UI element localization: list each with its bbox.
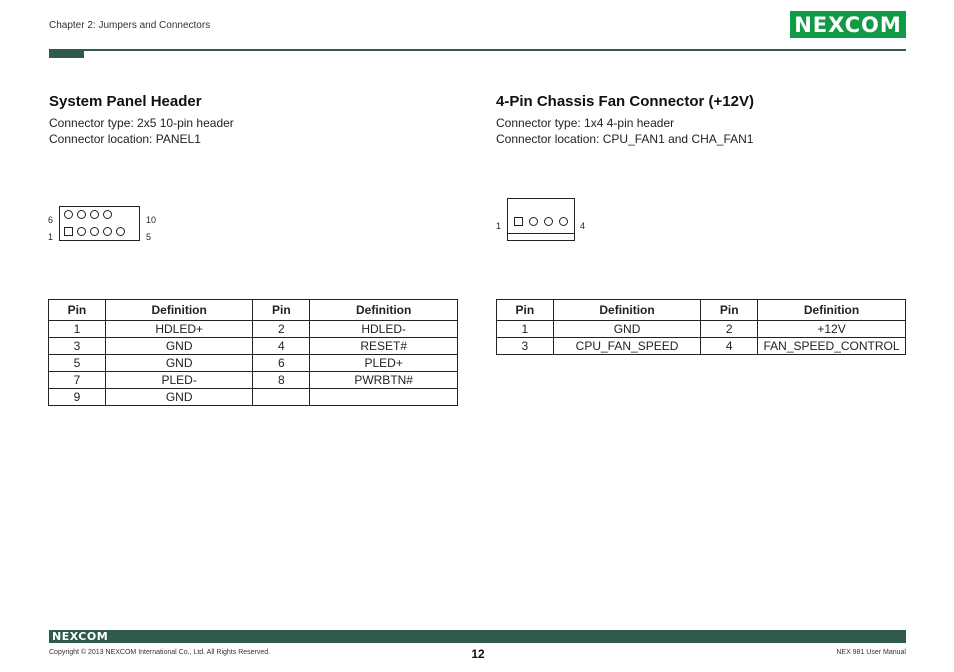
table-cell: HDLED+	[105, 321, 253, 338]
pin-6	[64, 210, 73, 219]
fan-pin-table	[496, 299, 906, 355]
nexcom-logo: NEXCOM	[790, 11, 906, 38]
table-cell: GND	[553, 321, 701, 338]
table-cell: PLED+	[310, 355, 458, 372]
fan-pin-label-1: 1	[496, 221, 502, 231]
panel-header-diagram	[59, 206, 140, 241]
pin-7	[77, 210, 86, 219]
table-cell: GND	[105, 338, 253, 355]
pin-8	[90, 210, 99, 219]
table-row	[49, 389, 458, 406]
manual-title: NEX 981 User Manual	[836, 649, 906, 656]
table-cell: PLED-	[105, 372, 253, 389]
table-header-cell: Pin	[497, 300, 554, 321]
pin-4	[103, 227, 112, 236]
panel-pin-label-6: 6	[48, 215, 54, 225]
table-cell: 7	[49, 372, 106, 389]
table-cell: 1	[49, 321, 106, 338]
table-row	[49, 321, 458, 338]
table-cell: 2	[253, 321, 310, 338]
table-cell: 1	[497, 321, 554, 338]
header-rule	[49, 49, 906, 51]
table-cell: 8	[253, 372, 310, 389]
fan-connector-title: 4-Pin Chassis Fan Connector (+12V)	[496, 93, 754, 110]
table-cell	[310, 389, 458, 406]
fan-connector-diagram	[507, 198, 575, 241]
table-header-row	[497, 300, 906, 321]
panel-pin-label-5: 5	[146, 232, 152, 242]
panel-header-top-row	[64, 210, 112, 219]
table-row	[49, 372, 458, 389]
footer-nexcom-logo: NEXCOM	[52, 630, 109, 643]
table-header-row	[49, 300, 458, 321]
table-cell: 4	[701, 338, 758, 355]
fan-connector-type: Connector type: 1x4 4-pin header	[496, 116, 675, 130]
footer-bar	[49, 630, 906, 643]
fan-pin-4	[559, 217, 568, 226]
copyright-text: Copyright © 2013 NEXCOM International Co., Ltd. All Rights Reserved.	[49, 649, 271, 656]
pin-3	[90, 227, 99, 236]
table-cell: PWRBTN#	[310, 372, 458, 389]
panel-pin-table	[48, 299, 458, 406]
panel-header-bottom-row	[64, 227, 125, 236]
table-header-cell: Definition	[758, 300, 906, 321]
panel-connector-location: Connector location: PANEL1	[49, 132, 201, 146]
table-cell: 5	[49, 355, 106, 372]
table-cell: GND	[105, 355, 253, 372]
fan-pin-2	[529, 217, 538, 226]
table-cell: FAN_SPEED_CONTROL	[758, 338, 906, 355]
fan-pin-1	[514, 217, 523, 226]
fan-connector-pin-row	[514, 217, 568, 226]
pin-2	[77, 227, 86, 236]
table-cell: 4	[253, 338, 310, 355]
table-cell: HDLED-	[310, 321, 458, 338]
table-header-cell: Pin	[49, 300, 106, 321]
table-cell: 9	[49, 389, 106, 406]
table-cell: RESET#	[310, 338, 458, 355]
footer-corner-square	[896, 637, 902, 643]
table-cell: GND	[105, 389, 253, 406]
page-number: 12	[471, 647, 485, 661]
table-row	[49, 338, 458, 355]
table-cell: 6	[253, 355, 310, 372]
table-cell: 2	[701, 321, 758, 338]
system-panel-header-title: System Panel Header	[49, 93, 202, 110]
table-header-cell: Pin	[701, 300, 758, 321]
table-row	[497, 321, 906, 338]
panel-pin-label-1: 1	[48, 232, 54, 242]
table-cell: 3	[497, 338, 554, 355]
table-row	[49, 355, 458, 372]
table-cell	[253, 389, 310, 406]
table-row	[497, 338, 906, 355]
table-cell: CPU_FAN_SPEED	[553, 338, 701, 355]
table-header-cell: Definition	[105, 300, 253, 321]
pin-9	[103, 210, 112, 219]
chapter-title: Chapter 2: Jumpers and Connectors	[49, 20, 211, 31]
panel-connector-type: Connector type: 2x5 10-pin header	[49, 116, 234, 130]
fan-connector-location: Connector location: CPU_FAN1 and CHA_FAN1	[496, 132, 754, 146]
table-header-cell: Definition	[310, 300, 458, 321]
header-tab	[49, 49, 84, 58]
pin-1	[64, 227, 73, 236]
footer-corner-square	[889, 630, 895, 636]
table-cell: 3	[49, 338, 106, 355]
panel-pin-label-10: 10	[146, 215, 157, 225]
table-cell: +12V	[758, 321, 906, 338]
pin-5	[116, 227, 125, 236]
table-header-cell: Pin	[253, 300, 310, 321]
table-header-cell: Definition	[553, 300, 701, 321]
fan-connector-inner-line	[508, 233, 574, 234]
fan-pin-label-4: 4	[580, 221, 586, 231]
fan-pin-3	[544, 217, 553, 226]
